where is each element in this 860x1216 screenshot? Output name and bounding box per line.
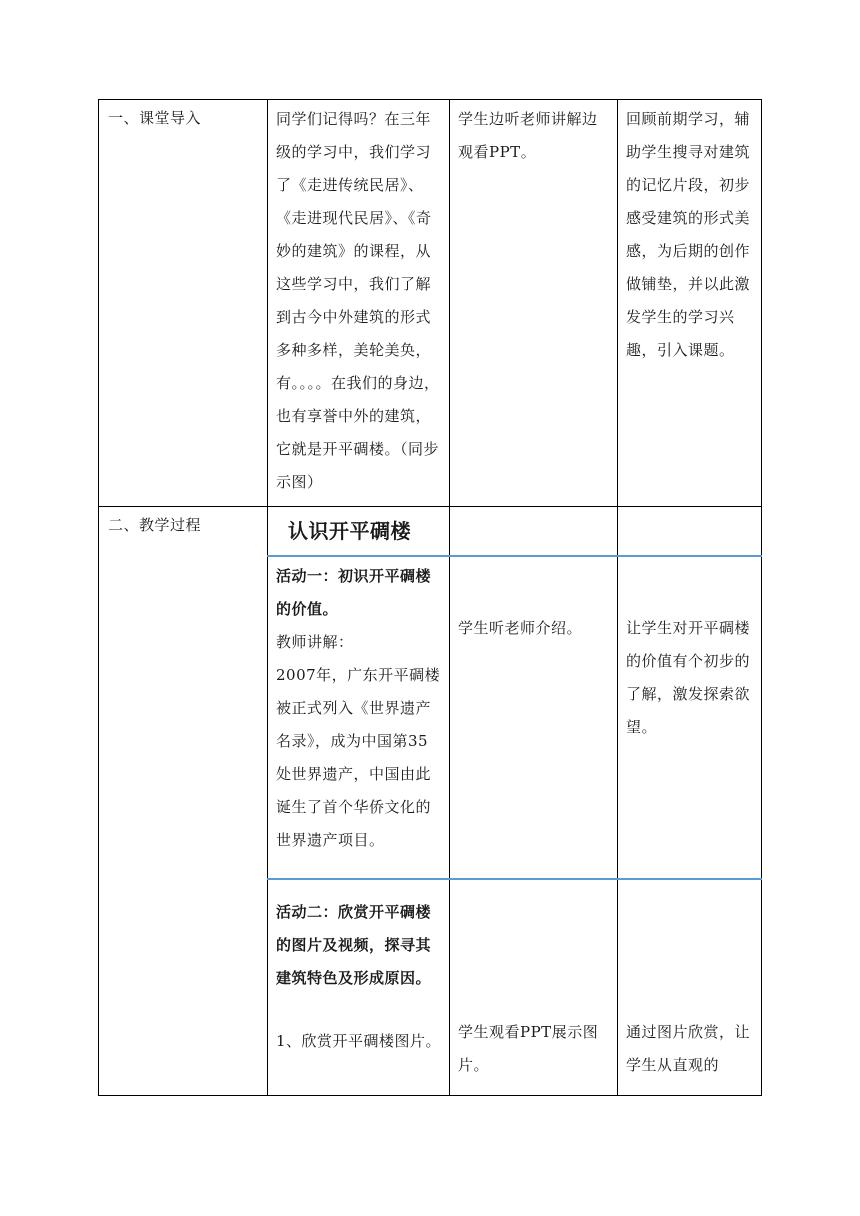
section-heading: 认识开平碉楼 bbox=[288, 519, 411, 543]
activity-2-title: 活动二：欣赏开平碉楼的图片及视频，探寻其建筑特色及形成原因。 bbox=[276, 903, 432, 987]
activity-1-label: 教师讲解： bbox=[276, 633, 354, 651]
teacher-cell-intro bbox=[268, 100, 450, 507]
student-activity-2: 学生观看PPT展示图片。 bbox=[458, 1023, 599, 1074]
stage-label-intro: 一、课堂导入 bbox=[108, 109, 202, 127]
lesson-plan-table bbox=[98, 99, 762, 1096]
intent-cell-activity-1 bbox=[618, 556, 762, 879]
student-cell-activity-2 bbox=[450, 879, 618, 1095]
stage-label-process: 二、教学过程 bbox=[108, 516, 202, 534]
teacher-cell-activity-1 bbox=[268, 556, 450, 879]
intent-cell-intro bbox=[618, 100, 762, 507]
spacer bbox=[276, 995, 442, 1025]
teacher-cell-activity-2 bbox=[268, 879, 450, 1095]
stage-cell-intro bbox=[99, 100, 268, 507]
activity-1-content bbox=[268, 557, 449, 861]
activity-1-title: 活动一：初识开平碉楼的价值。 bbox=[276, 567, 432, 618]
heading-empty-cell bbox=[618, 507, 762, 557]
table-row-intro bbox=[99, 100, 762, 507]
table-row-process-heading bbox=[99, 507, 762, 557]
student-activity-1: 学生听老师介绍。 bbox=[458, 619, 583, 637]
stage-cell-process bbox=[99, 507, 268, 1096]
heading-cell bbox=[268, 507, 450, 557]
heading-empty-cell bbox=[450, 507, 618, 557]
activity-2-step-1: 1、欣赏开平碉楼图片。 bbox=[276, 1032, 442, 1050]
teacher-activity-intro: 同学们记得吗？在三年级的学习中，我们学习了《走进传统民居》、《走进现代民居》、《奇妙的建筑》的课程，从这些学习中，我们了解到古今中外建筑的形式多种多样，美轮美奂，有。。。。在我们的身边，也有享誉中外的建筑，它就是开平碉楼。（同步示图） bbox=[276, 110, 440, 491]
design-intent-activity-1: 让学生对开平碉楼的价值有个初步的了解，激发探索欲望。 bbox=[626, 619, 751, 736]
design-intent-activity-2: 通过图片欣赏，让学生从直观的 bbox=[626, 1023, 751, 1074]
intent-cell-activity-2 bbox=[618, 879, 762, 1095]
design-intent-intro: 回顾前期学习，辅助学生搜寻对建筑的记忆片段，初步感受建筑的形式美感，为后期的创作做铺垫，并以此激发学生的学习兴趣，引入课题。 bbox=[626, 110, 751, 359]
student-cell-activity-1 bbox=[450, 556, 618, 879]
activity-1-text: 2007年，广东开平碉楼被正式列入《世界遗产名录》，成为中国第35处世界遗产，中国由此诞生了首个华侨文化的世界遗产项目。 bbox=[276, 666, 441, 849]
student-cell-intro bbox=[450, 100, 618, 507]
student-activity-intro: 学生边听老师讲解边观看PPT。 bbox=[458, 110, 598, 161]
activity-2-content bbox=[268, 880, 449, 1062]
